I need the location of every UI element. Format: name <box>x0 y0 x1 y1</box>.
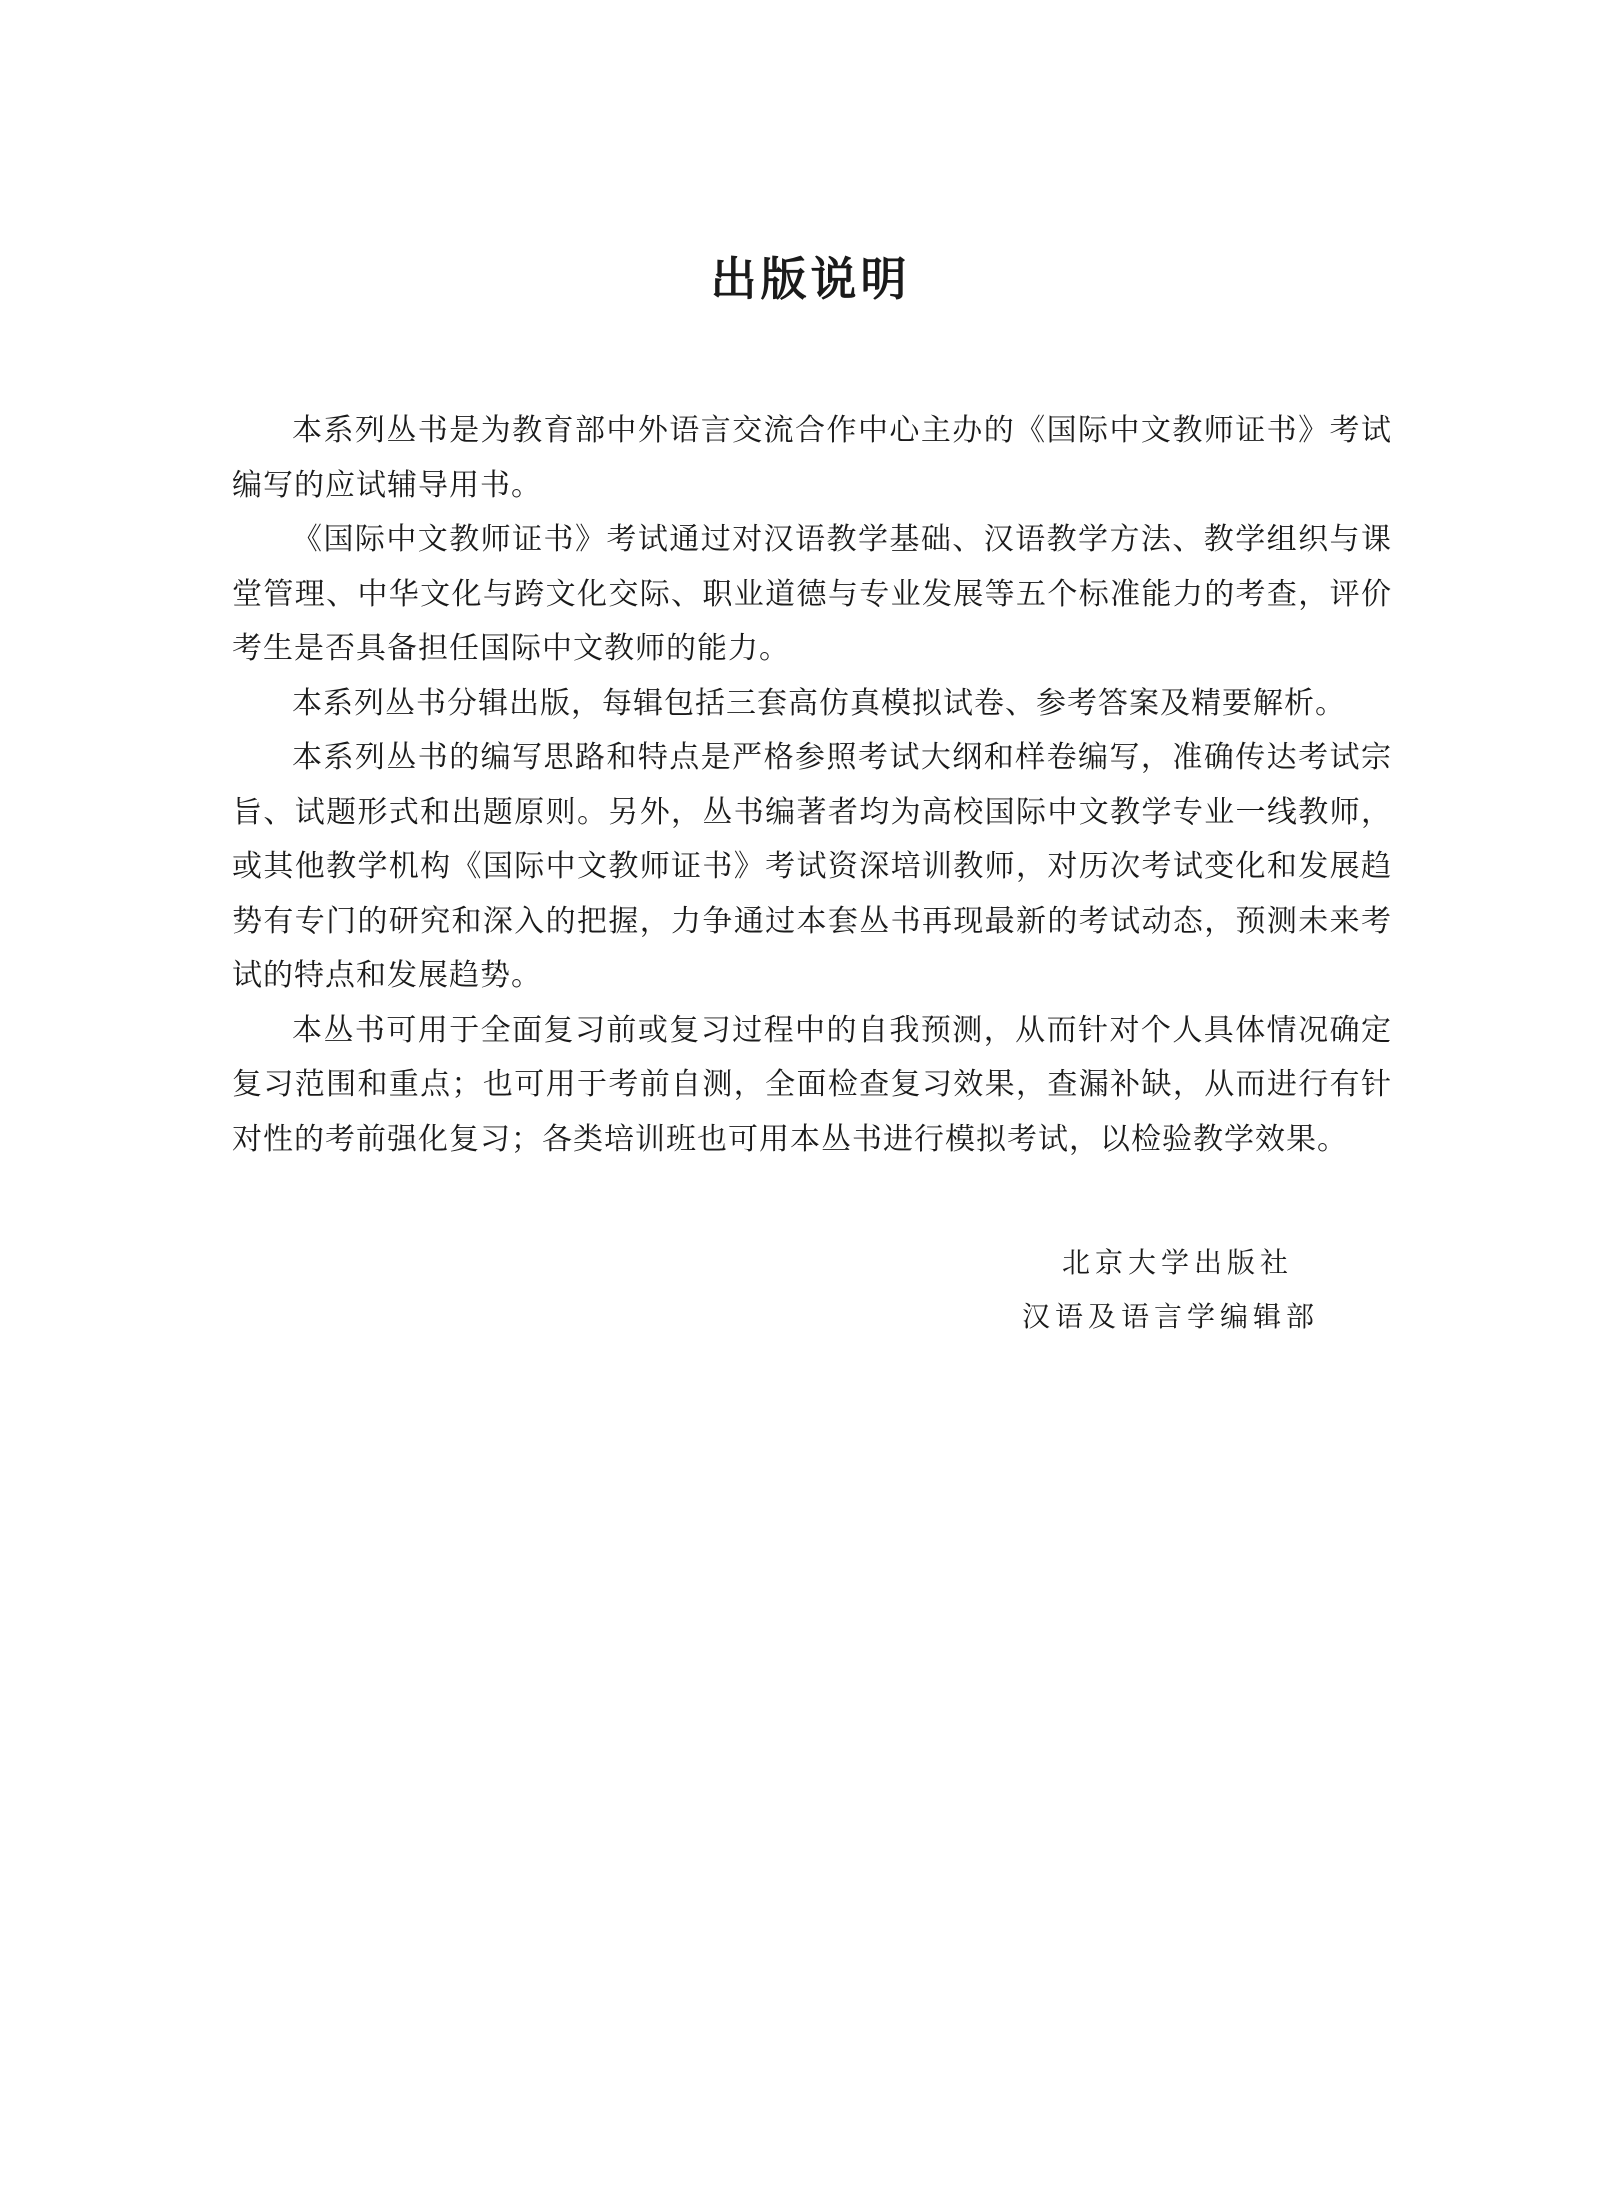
signature-block <box>1022 1236 1362 1344</box>
paragraph-2: 《国际中文教师证书》考试通过对汉语教学基础、汉语教学方法、教学组织与课堂管理、中华文化与跨文化交际、职业道德与专业发展等五个标准能力的考查，评价考生是否具备担任国际中文教师的能力。 <box>232 522 1392 666</box>
paragraph-1: 本系列丛书是为教育部中外语言交流合作中心主办的《国际中文教师证书》考试编写的应试辅导用书。 <box>232 413 1392 503</box>
paragraph-4: 本系列丛书的编写思路和特点是严格参照考试大纲和样卷编写，准确传达考试宗旨、试题形式和出题原则。另外，丛书编著者均为高校国际中文教学专业一线教师，或其他教学机构《国际中文教师证书》考试资深培训教师，对历次考试变化和发展趋势有专门的研究和深入的把握，力争通过本套丛书再现最新的考试动态，预测未来考试的特点和发展趋势。 <box>232 740 1392 993</box>
signature-department: 汉语及语言学编辑部 <box>1022 1300 1320 1333</box>
document-body <box>232 404 1392 1167</box>
page-title: 出版说明 <box>710 252 911 306</box>
paragraph-5: 本丛书可用于全面复习前或复习过程中的自我预测，从而针对个人具体情况确定复习范围和重点；也可用于考前自测，全面检查复习效果，查漏补缺，从而进行有针对性的考前强化复习；各类培训班也可用本丛书进行模拟考试，以检验教学效果。 <box>232 1012 1392 1157</box>
signature-publisher: 北京大学出版社 <box>1062 1246 1294 1279</box>
paragraph-3: 本系列丛书分辑出版，每辑包括三套高仿真模拟试卷、参考答案及精要解析。 <box>292 685 1346 721</box>
